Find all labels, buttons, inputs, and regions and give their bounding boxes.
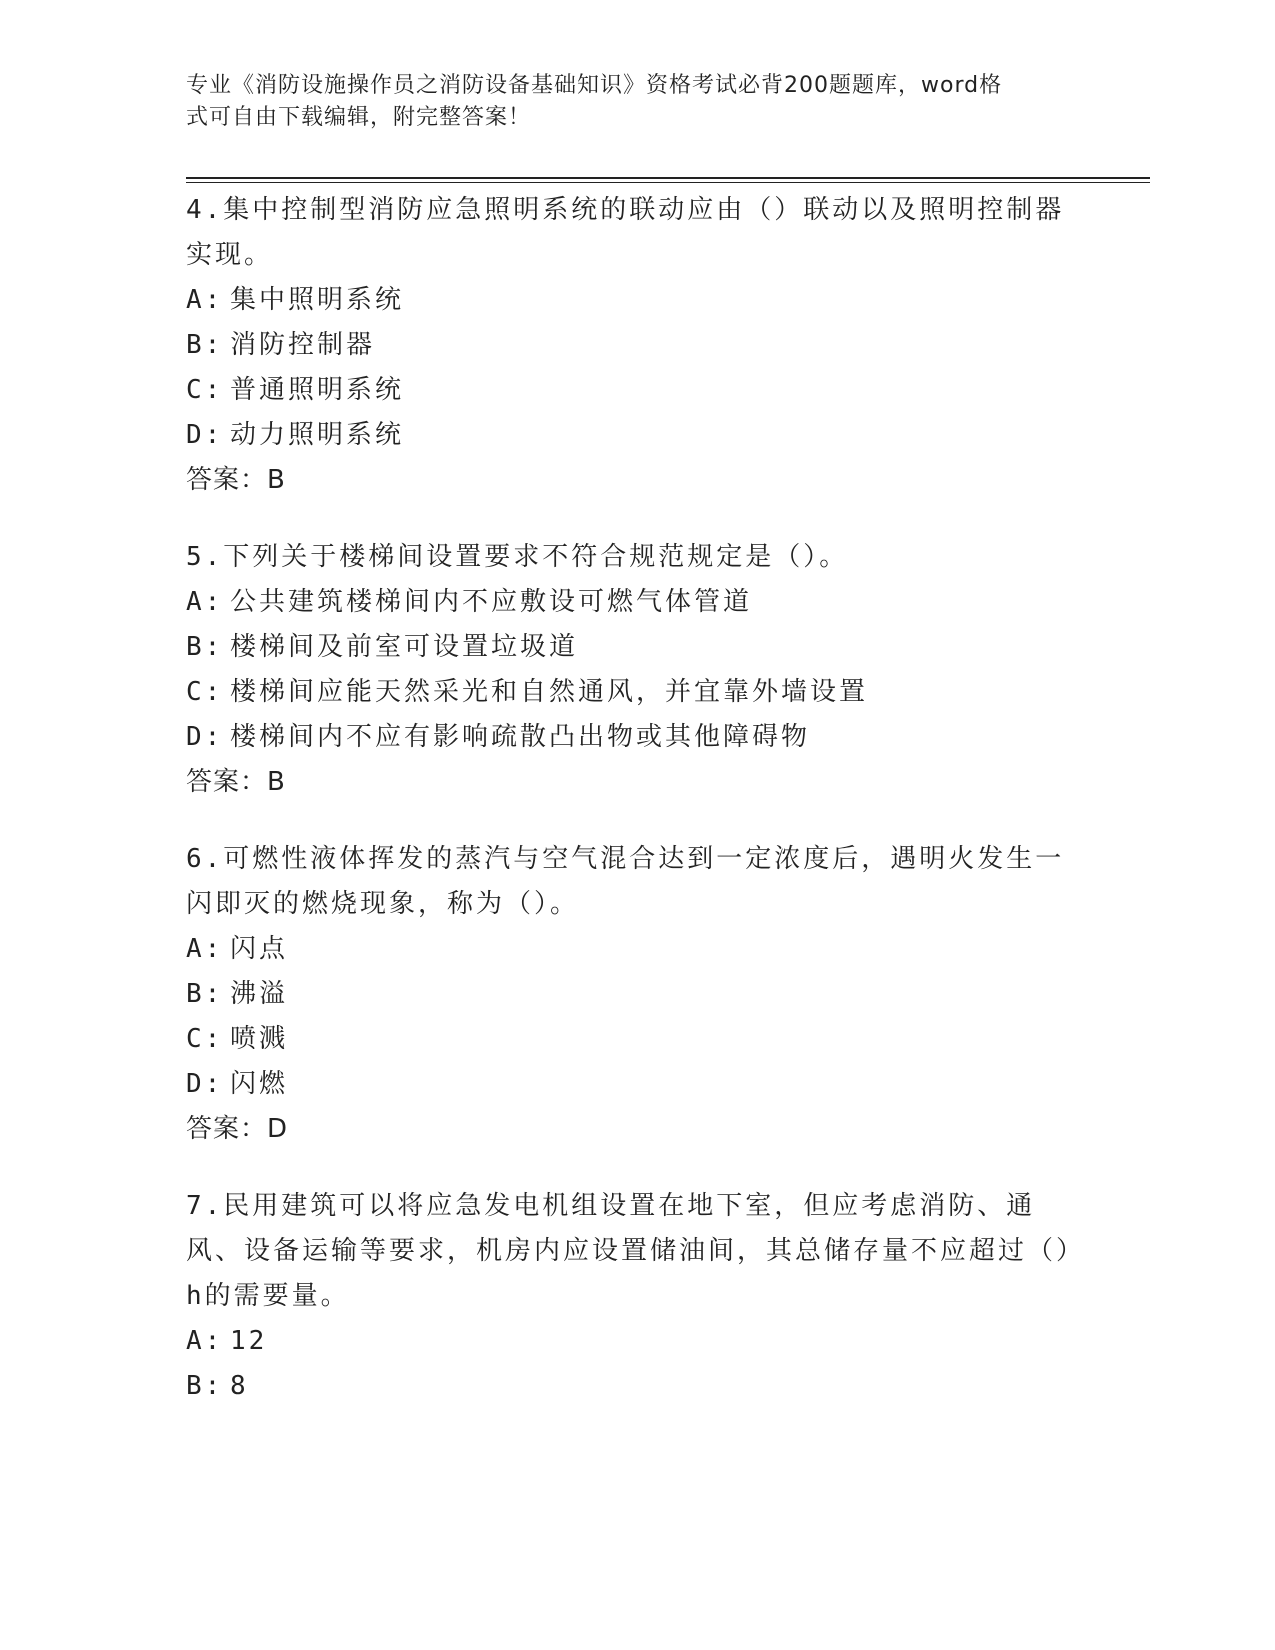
- answer-line: 答案：B: [186, 465, 286, 495]
- option-text: 楼梯间及前室可设置垃圾道: [230, 632, 579, 662]
- option-text: 楼梯间应能天然采光和自然通风，并宜靠外墙设置: [230, 677, 869, 707]
- option-letter: A:: [186, 934, 224, 964]
- option-c: [186, 368, 1086, 413]
- option-letter: C:: [186, 677, 224, 707]
- option-b: [186, 1364, 1086, 1409]
- option-letter: C:: [186, 1024, 224, 1054]
- option-text: 喷溅: [230, 1024, 289, 1054]
- answer-line: 答案：D: [186, 1114, 289, 1144]
- option-text: 集中照明系统: [230, 285, 405, 315]
- question-item: [186, 1184, 1086, 1409]
- option-d: [186, 715, 1086, 760]
- option-text: 普通照明系统: [230, 375, 405, 405]
- option-a: [186, 927, 1086, 972]
- option-letter: B:: [186, 632, 224, 662]
- option-b: [186, 972, 1086, 1017]
- option-text: 楼梯间内不应有影响疏散凸出物或其他障碍物: [230, 722, 811, 752]
- option-text: 闪点: [230, 934, 289, 964]
- option-text: 公共建筑楼梯间内不应敷设可燃气体管道: [230, 587, 753, 617]
- option-letter: C:: [186, 375, 224, 405]
- question-stem: 6.可燃性液体挥发的蒸汽与空气混合达到一定浓度后，遇明火发生一闪即灭的燃烧现象，称为（）。: [186, 844, 1065, 919]
- option-letter: D:: [186, 420, 224, 450]
- option-d: [186, 1062, 1086, 1107]
- question-item: [186, 535, 1086, 805]
- question-stem: 5.下列关于楼梯间设置要求不符合规范规定是（）。: [186, 542, 849, 572]
- option-b: [186, 323, 1086, 368]
- option-letter: D:: [186, 1069, 224, 1099]
- header-divider: [186, 177, 1150, 183]
- question-item: [186, 837, 1086, 1152]
- option-text: 闪燃: [230, 1069, 289, 1099]
- question-stem: 7.民用建筑可以将应急发电机组设置在地下室，但应考虑消防、通风、设备运输等要求，机房内应设置储油间，其总储存量不应超过（）h的需要量。: [186, 1191, 1086, 1311]
- option-a: [186, 1319, 1086, 1364]
- option-b: [186, 625, 1086, 670]
- option-text: 动力照明系统: [230, 420, 405, 450]
- option-c: [186, 670, 1086, 715]
- question-stem: 4.集中控制型消防应急照明系统的联动应由（）联动以及照明控制器实现。: [186, 195, 1065, 270]
- answer-line: 答案：B: [186, 767, 286, 797]
- option-d: [186, 413, 1086, 458]
- option-a: [186, 580, 1086, 625]
- option-text: 沸溢: [230, 979, 289, 1009]
- document-header: [186, 70, 1066, 134]
- header-line-1: 专业《消防设施操作员之消防设备基础知识》资格考试必背200题题库，word格: [186, 73, 1003, 98]
- option-a: [186, 278, 1086, 323]
- option-text: 8: [230, 1371, 249, 1401]
- question-item: [186, 188, 1086, 503]
- option-c: [186, 1017, 1086, 1062]
- option-letter: A:: [186, 1326, 224, 1356]
- question-list: [186, 188, 1086, 1441]
- option-letter: B:: [186, 1371, 224, 1401]
- header-line-2: 式可自由下载编辑，附完整答案！: [186, 105, 532, 130]
- option-letter: A:: [186, 285, 224, 315]
- option-text: 12: [230, 1326, 268, 1356]
- option-letter: A:: [186, 587, 224, 617]
- option-letter: B:: [186, 979, 224, 1009]
- option-text: 消防控制器: [230, 330, 376, 360]
- option-letter: B:: [186, 330, 224, 360]
- option-letter: D:: [186, 722, 224, 752]
